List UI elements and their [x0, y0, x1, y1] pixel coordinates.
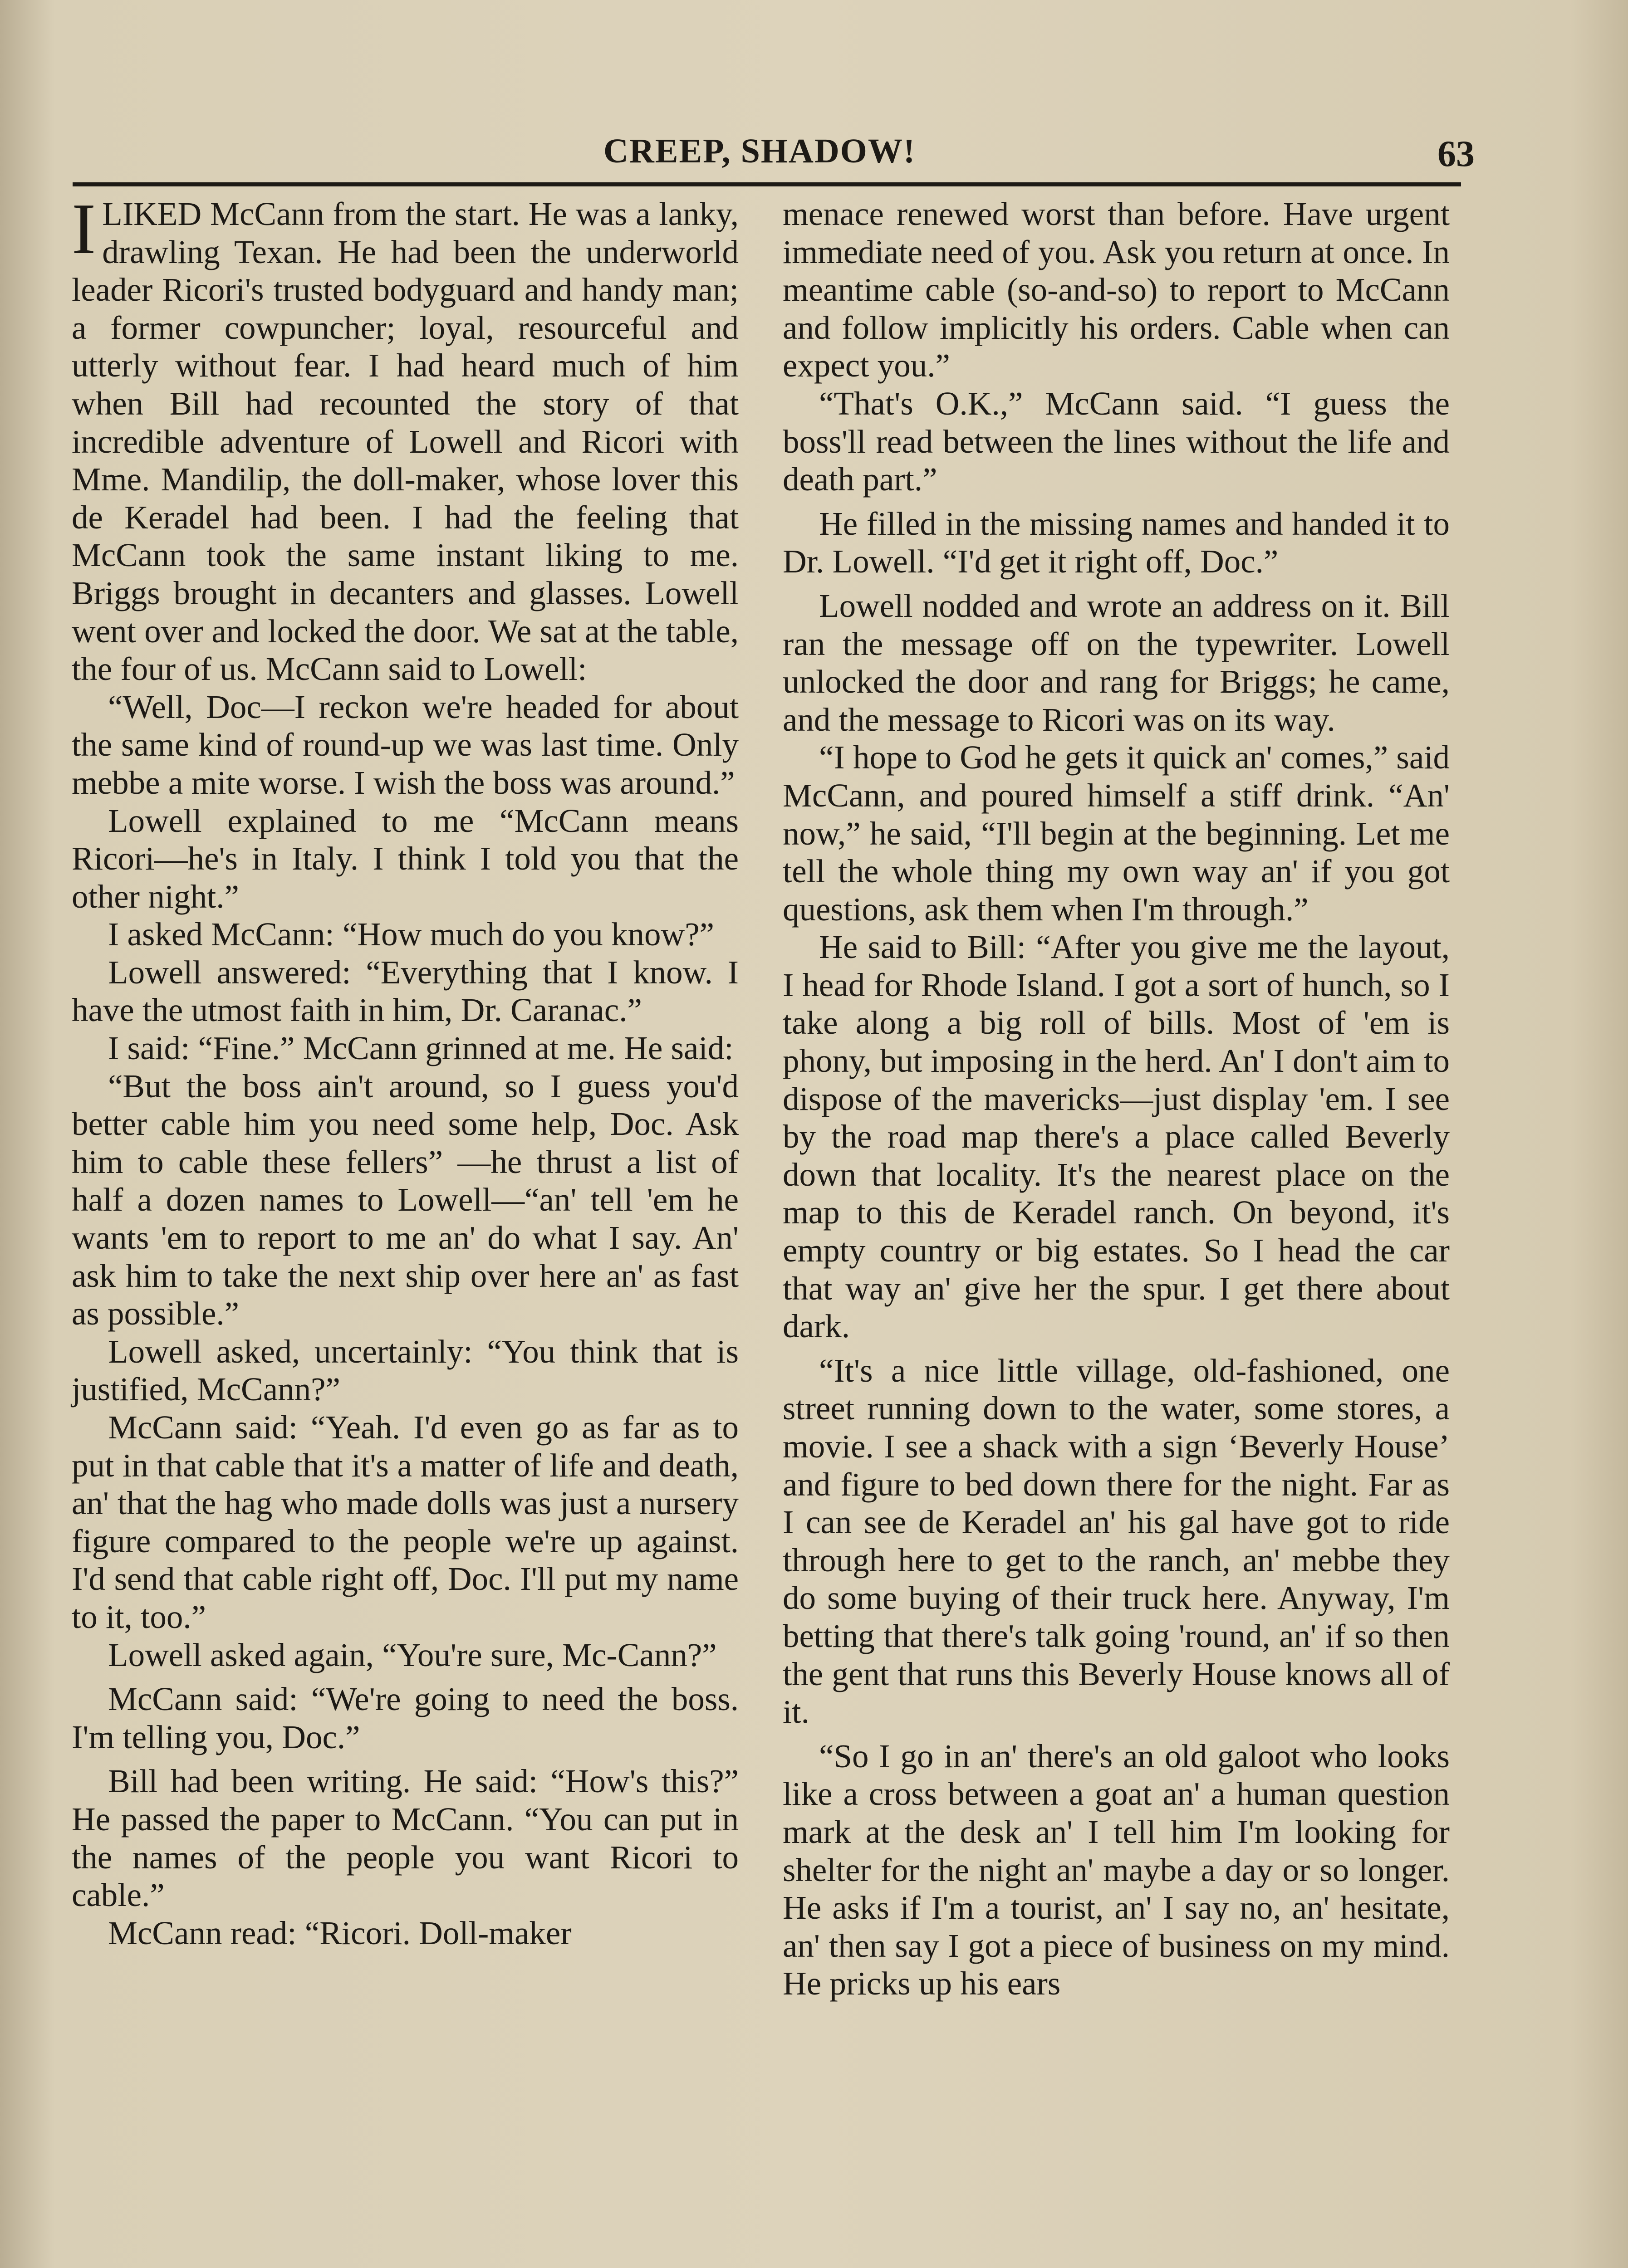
- paragraph: I asked McCann: “How much do you know?”: [108, 916, 714, 953]
- paragraph: “I hope to God he gets it quick an' comes,” said McCann, and poured himself a stiff drink. “An' now,” he said, “I'll begin at the beginning. Let me tell the whole thing my own way an' if you got questions, ask them when I'm through.”: [783, 739, 1450, 928]
- paragraph: Lowell answered: “Everything that I know. I have the utmost faith in him, Dr. Caranac.”: [72, 953, 739, 1029]
- paragraph: I said: “Fine.” McCann grinned at me. He said:: [108, 1030, 734, 1067]
- left-column: [72, 188, 739, 1952]
- paragraph: Lowell nodded and wrote an address on it. Bill ran the message off on the typewriter. Lowell unlocked the door and rang for Briggs; he came, and the message to Ricori was on its way.: [783, 587, 1450, 738]
- right-column: [783, 195, 1450, 2003]
- paragraph: McCann said: “Yeah. I'd even go as far as to put in that cable that it's a matter of life and death, an' that the hag who made dolls was just a nursery figure compared to the people we're up against. I'd send that cable right off, Doc. I'll put my name to it, too.”: [72, 1409, 739, 1635]
- paragraph: I LIKED McCann from the start. He was a lanky, drawling Texan. He had been the underworld leader Ricori's trusted bodyguard and handy man; a former cowpuncher; loyal, resourceful and utterly without fear. I had heard much of him when Bill had recounted the story of that incredible adventure of Lowell and Ricori with Mme. Mandilip, the doll-maker, whose lover this de Keradel had been. I had the feeling that McCann took the same instant liking to me. Briggs brought in decanters and glasses. Lowell went over and locked the door. We sat at the table, the four of us. McCann said to Lowell:: [72, 188, 739, 688]
- page-header: [73, 122, 1475, 181]
- header-rule: [73, 182, 1461, 186]
- paragraph: He filled in the missing names and handed it to Dr. Lowell. “I'd get it right off, Doc.”: [783, 505, 1450, 580]
- paragraph: “But the boss ain't around, so I guess you'd better cable him you need some help, Doc. Ask him to cable these fellers” —he thrust a list of half a dozen names to Lowell—“an' tell 'em he wants 'em to report to me an' do what I say. An' ask him to take the next ship over here an' as fast as possible.”: [72, 1067, 739, 1332]
- paragraph: Lowell asked again, “You're sure, Mc-Cann?”: [108, 1636, 717, 1673]
- paragraph: Lowell asked, uncertainly: “You think that is justified, McCann?”: [72, 1333, 739, 1408]
- paragraph: menace renewed worst than before. Have urgent immediate need of you. Ask you return at once. In meantime cable (so-and-so) to report to McCann and follow implicitly his orders. Cable when can expect you.”: [783, 196, 1450, 384]
- drop-cap: I: [72, 188, 96, 269]
- paragraph: “It's a nice little village, old-fashioned, one street running down to the water, some stores, a movie. I see a shack with a sign ‘Beverly House’ and figure to bed down there for the night. Far as I can see de Keradel an' his gal have got to ride through here to get to the ranch, an' mebbe they do some buying of their truck here. Anyway, I'm betting that there's talk going 'round, an' if so then the gent that runs this Beverly House knows all of it.: [783, 1352, 1450, 1730]
- paragraph: Lowell explained to me “McCann means Ricori—he's in Italy. I think I told you that the other night.”: [72, 802, 739, 915]
- paragraph: Bill had been writing. He said: “How's this?” He passed the paper to McCann. “You can put in the names of the people you want Ricori to cable.”: [72, 1763, 739, 1914]
- running-title: CREEP, SHADOW!: [603, 132, 916, 170]
- page-number: 63: [1437, 133, 1475, 174]
- paragraph: McCann read: “Ricori. Doll-maker: [108, 1914, 572, 1951]
- paragraph: “That's O.K.,” McCann said. “I guess the boss'll read between the lines without the life and death part.”: [783, 385, 1450, 498]
- paragraph: “So I go in an' there's an old galoot who looks like a cross between a goat an' a human question mark at the desk an' I tell him I'm looking for shelter for the night an' maybe a day or so longer. He asks if I'm a tourist, an' I say no, an' hesitate, an' then say I got a piece of business on my mind. He pricks up his ears: [783, 1737, 1450, 2002]
- paragraph: “Well, Doc—I reckon we're headed for about the same kind of round-up we was last time. Only mebbe a mite worse. I wish the boss was around.”: [72, 688, 739, 801]
- paragraph: McCann said: “We're going to need the boss. I'm telling you, Doc.”: [72, 1681, 739, 1755]
- paragraph: He said to Bill: “After you give me the layout, I head for Rhode Island. I got a sort of hunch, so I take along a big roll of bills. Most of 'em is phony, but imposing in the herd. An' I don't aim to dispose of the mavericks—just display 'em. I see by the road map there's a place called Beverly down that locality. It's the nearest place on the map to this de Keradel ranch. On beyond, it's empty country or big estates. So I head the car that way an' give her the spur. I get there about dark.: [783, 929, 1450, 1345]
